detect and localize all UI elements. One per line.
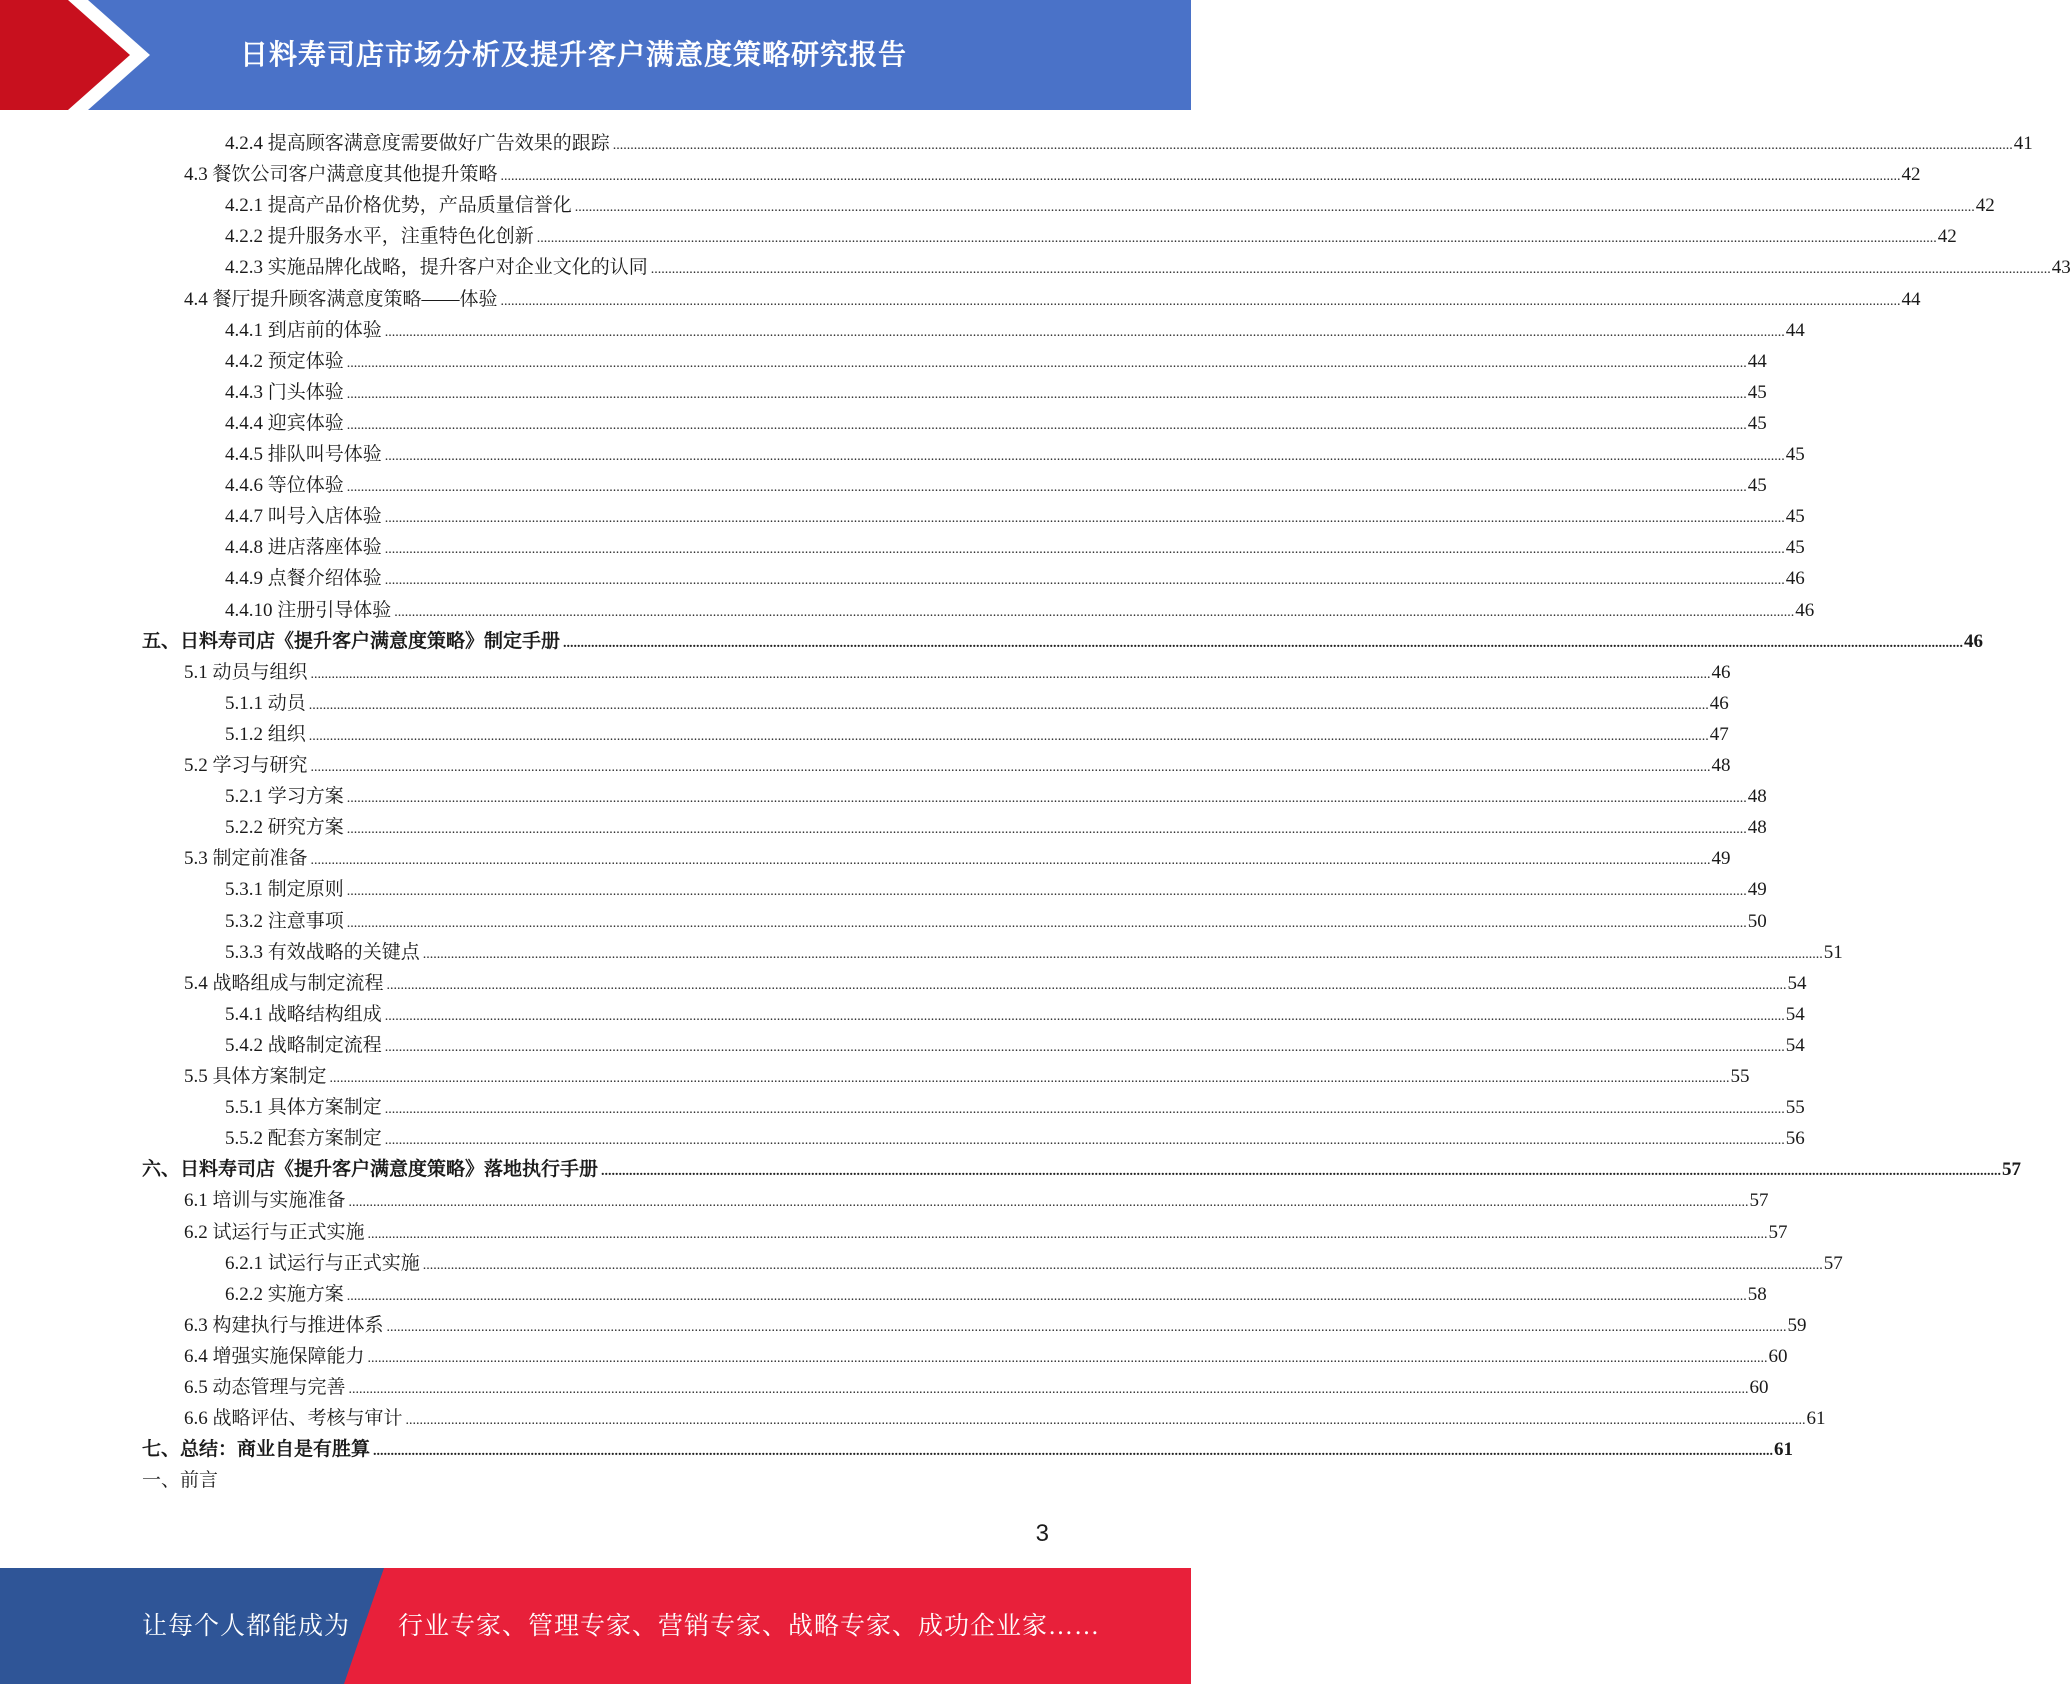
toc-leader-dots: ................................................................................................................................................................................................................................................................................................................................................................................................................	[346, 417, 1747, 433]
toc-entry[interactable]	[225, 221, 1957, 252]
toc-entry-page: 45	[1785, 444, 1805, 465]
toc-entry[interactable]	[142, 1465, 221, 1496]
page-number: 3	[1035, 1520, 1049, 1547]
toc-entry-label: 4.4.7 叫号入店体验	[225, 506, 382, 528]
toc-leader-dots: ................................................................................................................................................................................................................................................................................................................................................................................................................	[650, 262, 2051, 278]
toc-entry-label: 4.3 餐饮公司客户满意度其他提升策略	[184, 164, 498, 186]
toc-entry-page: 61	[1806, 1408, 1826, 1430]
toc-entry-page: 41	[2013, 133, 2033, 154]
toc-entry-page: 46	[1785, 568, 1805, 590]
toc-entry-label: 5.3.2 注意事项	[225, 910, 344, 932]
toc-entry[interactable]	[184, 159, 1921, 190]
toc-leader-dots: ................................................................................................................................................................................................................................................................................................................................................................................................................	[384, 1008, 1785, 1024]
toc-entry-label: 5.5.2 配套方案制定	[225, 1128, 382, 1150]
toc-entry[interactable]	[184, 1217, 1788, 1248]
toc-leader-dots: ................................................................................................................................................................................................................................................................................................................................................................................................................	[384, 573, 1785, 589]
toc-entry-label: 4.4.2 预定体验	[225, 350, 344, 372]
toc-entry-page: 50	[1747, 910, 1767, 932]
toc-leader-dots: ................................................................................................................................................................................................................................................................................................................................................................................................................	[384, 449, 1785, 464]
toc-entry-page: 46	[1711, 661, 1731, 683]
toc-leader-dots: ................................................................................................................................................................................................................................................................................................................................................................................................................	[405, 1413, 1806, 1429]
toc-leader-dots: ................................................................................................................................................................................................................................................................................................................................................................................................................	[346, 884, 1747, 900]
toc-entry-label: 5.1.1 动员	[225, 692, 306, 714]
toc-entry-page: 47	[1709, 723, 1729, 745]
toc-entry[interactable]	[225, 812, 1767, 843]
toc-leader-dots: ................................................................................................................................................................................................................................................................................................................................................................................................................	[348, 1195, 1749, 1211]
toc-entry-label: 4.4.1 到店前的体验	[225, 319, 382, 341]
toc-entry-page: 59	[1787, 1314, 1807, 1336]
toc-entry-label: 七、总结：商业自是有胜算	[142, 1439, 371, 1461]
toc-leader-dots: ................................................................................................................................................................................................................................................................................................................................................................................................................	[601, 1164, 2002, 1180]
toc-entry[interactable]	[225, 439, 1805, 470]
toc-entry[interactable]	[184, 750, 1731, 781]
toc-entry[interactable]	[225, 688, 1729, 719]
toc-leader-dots: ................................................................................................................................................................................................................................................................................................................................................................................................................	[346, 355, 1747, 371]
toc-entry-label: 6.4 增强实施保障能力	[184, 1345, 365, 1367]
toc-entry-page: 57	[1749, 1190, 1769, 1212]
toc-entry-label: 5.3.3 有效战略的关键点	[225, 941, 420, 963]
page-header	[0, 0, 1191, 110]
toc-leader-dots: ................................................................................................................................................................................................................................................................................................................................................................................................................	[422, 1257, 1823, 1273]
toc-entry-label: 5.3 制定前准备	[184, 848, 308, 870]
toc-entry-label: 五、日料寿司店《提升客户满意度策略》制定手册	[142, 630, 561, 652]
toc-entry[interactable]	[225, 595, 1815, 626]
toc-leader-dots: ................................................................................................................................................................................................................................................................................................................................................................................................................	[373, 1444, 1774, 1460]
toc-entry[interactable]	[184, 843, 1731, 874]
toc-entry[interactable]	[225, 470, 1767, 501]
toc-leader-dots: ................................................................................................................................................................................................................................................................................................................................................................................................................	[500, 293, 1901, 309]
toc-entry[interactable]	[225, 874, 1767, 905]
toc-entry-page: 46	[1795, 599, 1815, 621]
toc-entry-page: 48	[1747, 786, 1767, 808]
toc-entry[interactable]	[225, 315, 1805, 346]
toc-entry[interactable]	[225, 1092, 1805, 1123]
toc-leader-dots: ................................................................................................................................................................................................................................................................................................................................................................................................................	[384, 324, 1785, 340]
toc-entry[interactable]	[225, 252, 2071, 283]
toc-entry-label: 4.4.10 注册引导体验	[225, 599, 392, 621]
toc-entry-label: 6.3 构建执行与推进体系	[184, 1314, 384, 1336]
toc-leader-dots: ................................................................................................................................................................................................................................................................................................................................................................................................................	[384, 542, 1785, 558]
toc-entry-label: 6.2 试运行与正式实施	[184, 1221, 365, 1243]
toc-entry-label: 4.4.4 迎宾体验	[225, 412, 344, 434]
toc-entry[interactable]	[142, 626, 1984, 657]
toc-leader-dots: ................................................................................................................................................................................................................................................................................................................................................................................................................	[384, 511, 1785, 527]
toc-entry[interactable]	[225, 906, 1767, 937]
footer-slogan-left: 让每个人都能成为	[142, 1613, 351, 1640]
toc-entry-page: 46	[1964, 630, 1984, 652]
toc-entry[interactable]	[225, 781, 1767, 812]
toc-entry[interactable]	[184, 1310, 1807, 1341]
toc-entry-label: 4.2.1 提高产品价格优势，产品质量信誉化	[225, 195, 572, 217]
toc-entry-label: 一、前言	[142, 1470, 219, 1492]
toc-entry[interactable]	[225, 501, 1805, 532]
toc-entry-page: 51	[1823, 941, 1843, 963]
toc-leader-dots: ................................................................................................................................................................................................................................................................................................................................................................................................................	[563, 635, 1964, 651]
toc-leader-dots: ................................................................................................................................................................................................................................................................................................................................................................................................................	[422, 946, 1823, 962]
toc-entry[interactable]	[184, 1185, 1769, 1216]
toc-entry-page: 45	[1785, 506, 1805, 528]
toc-entry[interactable]	[184, 1403, 1826, 1434]
toc-leader-dots: ................................................................................................................................................................................................................................................................................................................................................................................................................	[346, 1288, 1747, 1304]
toc-entry-page: 43	[2051, 257, 2071, 279]
toc-entry-label: 6.2.1 试运行与正式实施	[225, 1252, 420, 1274]
toc-entry-label: 4.4.8 进店落座体验	[225, 537, 382, 559]
toc-entry[interactable]	[225, 719, 1729, 750]
toc-entry-label: 4.4.5 排队叫号体验	[225, 444, 382, 465]
toc-entry-page: 60	[1749, 1377, 1769, 1398]
toc-entry-page: 42	[1937, 226, 1957, 248]
toc-leader-dots: ................................................................................................................................................................................................................................................................................................................................................................................................................	[384, 1039, 1785, 1055]
document-title: 日料寿司店市场分析及提升客户满意度策略研究报告	[240, 38, 908, 71]
toc-leader-dots: ................................................................................................................................................................................................................................................................................................................................................................................................................	[346, 791, 1747, 807]
toc-leader-dots: ................................................................................................................................................................................................................................................................................................................................................................................................................	[500, 169, 1901, 185]
toc-leader-dots: ................................................................................................................................................................................................................................................................................................................................................................................................................	[574, 200, 1975, 216]
toc-entry[interactable]	[225, 563, 1805, 594]
toc-entry[interactable]	[225, 1123, 1805, 1154]
toc-entry[interactable]	[184, 968, 1807, 999]
toc-entry-label: 5.2.2 研究方案	[225, 817, 344, 839]
toc-leader-dots: ................................................................................................................................................................................................................................................................................................................................................................................................................	[384, 1133, 1785, 1149]
toc-entry[interactable]	[225, 377, 1767, 408]
toc-entry-page: 44	[1785, 319, 1805, 341]
toc-entry[interactable]	[142, 1154, 2022, 1185]
footer-slogan-right: 行业专家、管理专家、营销专家、战略专家、成功企业家……	[398, 1613, 1101, 1640]
toc-entry-page: 57	[1768, 1221, 1788, 1243]
toc-entry-label: 4.2.2 提升服务水平，注重特色化创新	[225, 226, 534, 248]
toc-entry-label: 5.2.1 学习方案	[225, 786, 344, 808]
toc-entry-page: 45	[1747, 381, 1767, 403]
toc-entry-page: 58	[1747, 1283, 1767, 1305]
toc-entry-page: 49	[1711, 848, 1731, 870]
toc-entry-page: 54	[1785, 1003, 1805, 1025]
toc-leader-dots: ................................................................................................................................................................................................................................................................................................................................................................................................................	[367, 1226, 1768, 1242]
toc-leader-dots: ................................................................................................................................................................................................................................................................................................................................................................................................................	[536, 231, 1937, 247]
toc-leader-dots: ................................................................................................................................................................................................................................................................................................................................................................................................................	[346, 915, 1747, 931]
toc-entry[interactable]	[225, 1030, 1805, 1061]
toc-entry-page: 46	[1709, 692, 1729, 714]
toc-entry-page: 57	[1823, 1252, 1843, 1274]
toc-leader-dots: ................................................................................................................................................................................................................................................................................................................................................................................................................	[346, 822, 1747, 838]
toc-leader-dots: ................................................................................................................................................................................................................................................................................................................................................................................................................	[386, 1319, 1787, 1335]
toc-entry-label: 4.2.4 提高顾客满意度需要做好广告效果的跟踪	[225, 133, 610, 154]
toc-entry[interactable]	[225, 1248, 1843, 1279]
toc-leader-dots: ................................................................................................................................................................................................................................................................................................................................................................................................................	[346, 386, 1747, 402]
toc-entry-label: 4.4 餐厅提升顾客满意度策略——体验	[184, 288, 498, 310]
toc-leader-dots: ................................................................................................................................................................................................................................................................................................................................................................................................................	[384, 1102, 1785, 1118]
toc-entry-page: 57	[2002, 1159, 2022, 1181]
toc-leader-dots: ................................................................................................................................................................................................................................................................................................................................................................................................................	[394, 604, 1795, 620]
toc-leader-dots: ................................................................................................................................................................................................................................................................................................................................................................................................................	[329, 1071, 1730, 1086]
toc-entry-page: 48	[1711, 755, 1731, 776]
toc-entry-page: 60	[1768, 1345, 1788, 1367]
toc-entry-label: 5.4.1 战略结构组成	[225, 1003, 382, 1025]
toc-entry[interactable]	[184, 657, 1731, 688]
toc-entry-label: 5.5.1 具体方案制定	[225, 1097, 382, 1119]
toc-entry-page: 44	[1901, 288, 1921, 310]
toc-entry-page: 45	[1785, 537, 1805, 559]
toc-entry-page: 42	[1901, 164, 1921, 186]
toc-entry[interactable]	[225, 532, 1805, 563]
toc-leader-dots: ................................................................................................................................................................................................................................................................................................................................................................................................................	[386, 977, 1787, 993]
toc-entry-label: 5.1.2 组织	[225, 723, 306, 745]
toc-entry[interactable]	[225, 190, 1995, 221]
toc-entry-label: 4.4.3 门头体验	[225, 381, 344, 403]
toc-entry[interactable]	[225, 937, 1843, 968]
toc-leader-dots: ................................................................................................................................................................................................................................................................................................................................................................................................................	[308, 697, 1709, 713]
toc-entry-label: 5.1 动员与组织	[184, 661, 308, 683]
toc-entry-page: 54	[1785, 1034, 1805, 1056]
toc-entry-label: 6.2.2 实施方案	[225, 1283, 344, 1305]
toc-entry-page: 56	[1785, 1128, 1805, 1150]
toc-entry[interactable]	[142, 1434, 1794, 1465]
toc-entry[interactable]	[225, 346, 1767, 377]
toc-entry-page: 42	[1975, 195, 1995, 217]
toc-entry-page: 61	[1774, 1439, 1794, 1461]
toc-entry[interactable]	[225, 1279, 1767, 1310]
toc-entry-label: 4.4.9 点餐介绍体验	[225, 568, 382, 590]
page-footer	[0, 1568, 1191, 1684]
toc-entry[interactable]	[184, 1061, 1750, 1092]
toc-leader-dots: ................................................................................................................................................................................................................................................................................................................................................................................................................	[310, 853, 1711, 869]
toc-leader-dots: ................................................................................................................................................................................................................................................................................................................................................................................................................	[348, 1382, 1749, 1397]
toc-entry[interactable]	[225, 128, 2033, 159]
toc-entry-label: 5.2 学习与研究	[184, 755, 308, 776]
toc-entry[interactable]	[184, 1341, 1788, 1372]
toc-entry[interactable]	[184, 284, 1921, 315]
toc-entry-page: 45	[1747, 412, 1767, 434]
toc-entry-label: 5.4 战略组成与制定流程	[184, 972, 384, 994]
toc-entry-label: 5.5 具体方案制定	[184, 1066, 327, 1087]
toc-entry-page: 55	[1785, 1097, 1805, 1119]
toc-entry-label: 5.4.2 战略制定流程	[225, 1034, 382, 1056]
toc-entry-label: 4.2.3 实施品牌化战略，提升客户对企业文化的认同	[225, 257, 648, 279]
toc-entry-label: 六、日料寿司店《提升客户满意度策略》落地执行手册	[142, 1159, 599, 1181]
toc-entry[interactable]	[225, 999, 1805, 1030]
toc-entry-label: 5.3.1 制定原则	[225, 879, 344, 901]
toc-entry[interactable]	[225, 408, 1767, 439]
toc-entry-page: 48	[1747, 817, 1767, 839]
toc-entry-page: 49	[1747, 879, 1767, 901]
toc-entry-label: 4.4.6 等位体验	[225, 475, 344, 497]
toc-entry-page: 55	[1730, 1066, 1750, 1087]
toc-entry-page: 54	[1787, 972, 1807, 994]
toc-leader-dots: ................................................................................................................................................................................................................................................................................................................................................................................................................	[612, 138, 2013, 153]
toc-leader-dots: ................................................................................................................................................................................................................................................................................................................................................................................................................	[346, 480, 1747, 496]
toc-entry-page: 44	[1747, 350, 1767, 372]
toc-entry-label: 6.6 战略评估、考核与审计	[184, 1408, 403, 1430]
toc-entry-label: 6.1 培训与实施准备	[184, 1190, 346, 1212]
toc-leader-dots: ................................................................................................................................................................................................................................................................................................................................................................................................................	[310, 760, 1711, 775]
toc-entry-page: 45	[1747, 475, 1767, 497]
toc-entry-label: 6.5 动态管理与完善	[184, 1377, 346, 1398]
toc-leader-dots: ................................................................................................................................................................................................................................................................................................................................................................................................................	[367, 1350, 1768, 1366]
toc-leader-dots: ................................................................................................................................................................................................................................................................................................................................................................................................................	[310, 666, 1711, 682]
toc-entry[interactable]	[184, 1372, 1769, 1403]
toc-leader-dots: ................................................................................................................................................................................................................................................................................................................................................................................................................	[308, 728, 1709, 744]
